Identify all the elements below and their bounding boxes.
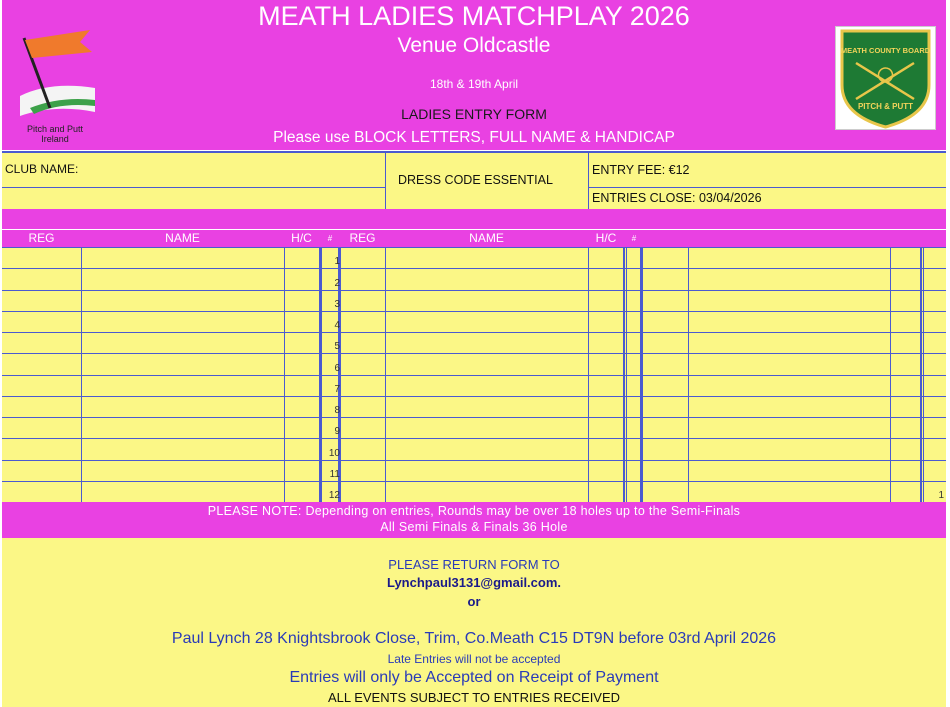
row-number: 12 — [328, 490, 340, 501]
instruction: Please use BLOCK LETTERS, FULL NAME & HANDICAP — [273, 129, 675, 146]
table-top-bar — [2, 209, 946, 229]
row-number: 8 — [334, 405, 340, 416]
row-number: 11 — [329, 468, 340, 480]
return-label: PLEASE RETURN FORM TO — [388, 557, 560, 572]
row-number: 10 — [328, 447, 340, 459]
divider — [385, 151, 386, 209]
row-number: 5 — [334, 341, 340, 353]
left-logo-caption-line2: Ireland — [41, 134, 69, 144]
divider — [2, 187, 385, 188]
entry-fee-label: ENTRY FEE: €12 — [592, 163, 690, 177]
col-name-right: NAME — [469, 231, 504, 245]
club-name-label: CLUB NAME: — [5, 162, 79, 176]
table-row[interactable] — [2, 481, 946, 502]
payment-note: Entries will only be Accepted on Receipt of Payment — [289, 669, 659, 686]
col-reg-left: REG — [28, 231, 55, 245]
table-row[interactable] — [2, 353, 946, 374]
row-number: 4 — [334, 320, 340, 331]
table-row[interactable] — [2, 396, 946, 417]
county-board-shield-icon — [836, 27, 935, 129]
table-row[interactable] — [2, 311, 946, 332]
left-logo-caption-line1: Pitch and Putt — [26, 124, 84, 134]
row-number: 6 — [334, 362, 340, 374]
note-line-1: PLEASE NOTE: Depending on entries, Rounds may be over 18 holes up to the Semi-Finals — [207, 504, 741, 518]
venue: Venue Oldcastle — [397, 34, 551, 57]
table-row[interactable] — [2, 247, 946, 268]
col-reg-right: REG — [349, 231, 376, 245]
form-title: LADIES ENTRY FORM — [401, 106, 547, 122]
table-row[interactable] — [2, 438, 946, 459]
right-logo-top-text: MEATH COUNTY BOARD — [840, 46, 931, 55]
dress-code-label: DRESS CODE ESSENTIAL — [398, 173, 553, 187]
table-column-headers — [2, 230, 946, 247]
note-line-2: All Semi Finals & Finals 36 Hole — [380, 520, 568, 534]
last-row-marker: 1 — [938, 490, 944, 501]
return-address: Paul Lynch 28 Knightsbrook Close, Trim, Co.Meath C15 DT9N before 03rd April 2026 — [171, 630, 777, 647]
row-number: 9 — [334, 426, 340, 438]
event-title: MEATH LADIES MATCHPLAY 2026 — [258, 1, 690, 31]
return-instructions — [2, 538, 946, 707]
col-hc-right: H/C — [595, 231, 617, 245]
left-logo-caption — [10, 124, 100, 144]
right-logo-bottom-text: PITCH & PUTT — [857, 102, 914, 111]
divider — [588, 151, 589, 209]
divider — [2, 151, 946, 153]
or-label: or — [467, 594, 481, 609]
form-header — [2, 0, 946, 150]
return-email[interactable]: Lynchpaul3131@gmail.com. — [386, 575, 562, 590]
entry-table — [2, 247, 946, 502]
table-row[interactable] — [2, 332, 946, 353]
please-note-banner — [2, 502, 946, 538]
col-name-left: NAME — [165, 231, 200, 245]
table-row[interactable] — [2, 375, 946, 396]
club-info-section — [2, 151, 946, 209]
row-number: 1 — [334, 256, 340, 268]
table-row[interactable] — [2, 290, 946, 311]
col-number-left: # — [327, 234, 333, 243]
col-hc-left: H/C — [291, 231, 312, 245]
table-row[interactable] — [2, 417, 946, 438]
table-row[interactable] — [2, 268, 946, 289]
table-row[interactable] — [2, 460, 946, 481]
late-entries-note: Late Entries will not be accepted — [387, 652, 561, 666]
divider — [588, 187, 946, 188]
entries-close-label: ENTRIES CLOSE: 03/04/2026 — [592, 191, 762, 205]
row-number: 7 — [334, 383, 340, 395]
subject-note: ALL EVENTS SUBJECT TO ENTRIES RECEIVED — [327, 690, 621, 705]
meath-county-board-logo — [835, 26, 936, 130]
col-number-right: # — [631, 234, 637, 243]
pitch-and-putt-ireland-logo — [10, 26, 105, 126]
row-number: 2 — [334, 277, 340, 289]
event-dates: 18th & 19th April — [429, 77, 519, 91]
row-number: 3 — [334, 298, 340, 310]
